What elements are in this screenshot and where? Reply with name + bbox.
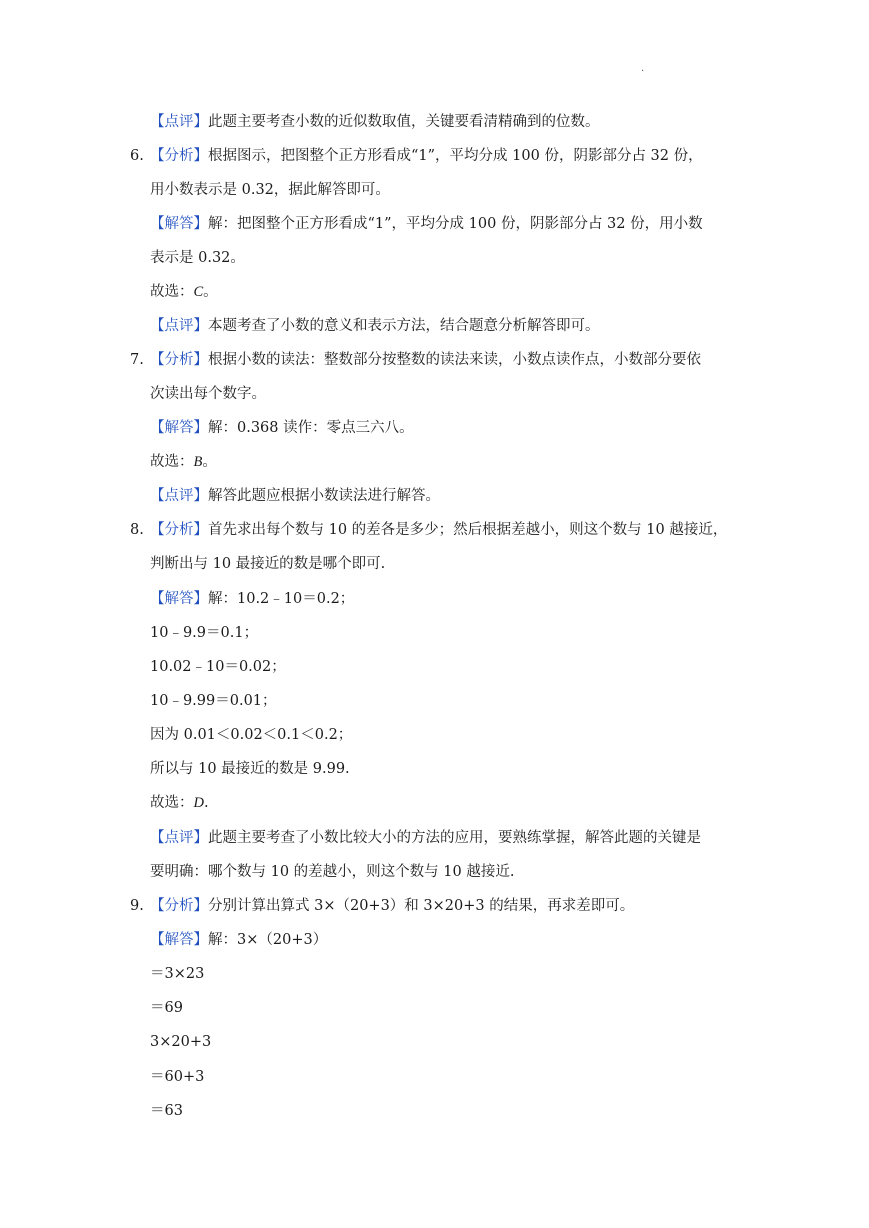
q8-answer-line-1: 解：10.2﹣10＝0.2； [208, 591, 355, 607]
analysis-tag: 【分析】 [150, 898, 208, 914]
answer-tag: 【解答】 [150, 420, 208, 436]
q9-step: ＝69 [150, 1000, 183, 1016]
q6-review-text: 本题考查了小数的意义和表示方法，结合题意分析解答即可。 [208, 318, 600, 334]
q8-choice [150, 793, 209, 813]
choice-suffix: 。 [203, 284, 218, 300]
q9-step: ＝3×23 [150, 966, 205, 982]
q8-analysis-line-2: 判断出与 10 最接近的数是哪个即可. [150, 556, 386, 572]
top-mark: · [641, 66, 645, 77]
q9-answer [150, 930, 327, 950]
q6-number: 6. [130, 148, 144, 164]
choice-prefix: 故选： [150, 795, 194, 811]
q7-analysis [150, 350, 701, 370]
q8-review [150, 828, 701, 848]
q6-answer [150, 214, 703, 234]
q8-step: 10﹣9.99＝0.01； [150, 693, 277, 709]
q6-review [150, 316, 600, 336]
q5-review-text: 此题主要考查小数的近似数取值，关键要看清精确到的位数。 [208, 114, 600, 130]
review-tag: 【点评】 [150, 488, 208, 504]
q8-review-line-1: 此题主要考查了小数比较大小的方法的应用，要熟练掌握，解答此题的关键是 [208, 830, 701, 846]
q8-answer [150, 589, 354, 609]
q8-analysis-line-1: 首先求出每个数与 10 的差各是多少；然后根据差越小，则这个数与 10 越接近， [208, 522, 728, 538]
q6-answer-line-2: 表示是 0.32。 [150, 250, 245, 266]
choice-prefix: 故选： [150, 284, 194, 300]
q7-number: 7. [130, 352, 144, 368]
q7-review [150, 486, 440, 506]
q9-analysis [150, 896, 634, 916]
q5-review [150, 112, 600, 132]
q7-answer-line-1: 解：0.368 读作：零点三六八。 [208, 420, 414, 436]
review-tag: 【点评】 [150, 114, 208, 130]
answer-tag: 【解答】 [150, 216, 208, 232]
choice-prefix: 故选： [150, 454, 194, 470]
choice-suffix: . [203, 795, 209, 811]
q7-analysis-line-2: 次读出每个数字。 [150, 386, 266, 402]
answer-tag: 【解答】 [150, 932, 208, 948]
q7-analysis-line-1: 根据小数的读法：整数部分按整数的读法来读，小数点读作点，小数部分要依 [208, 352, 701, 368]
q8-step: 10﹣9.9＝0.1； [150, 625, 259, 641]
q7-answer [150, 418, 414, 438]
q8-analysis [150, 520, 727, 540]
analysis-tag: 【分析】 [150, 352, 208, 368]
choice-letter: C [193, 284, 204, 300]
choice-suffix: 。 [202, 454, 217, 470]
analysis-tag: 【分析】 [150, 522, 208, 538]
q8-step: 所以与 10 最接近的数是 9.99. [150, 761, 350, 777]
choice-letter: D [193, 795, 204, 811]
q9-answer-line-1: 解：3×（20+3） [208, 932, 328, 948]
q8-number: 8. [130, 522, 144, 538]
q9-number: 9. [130, 898, 144, 914]
answer-tag: 【解答】 [150, 591, 208, 607]
choice-letter: B [193, 454, 203, 470]
q7-review-text: 解答此题应根据小数读法进行解答。 [208, 488, 440, 504]
q9-analysis-line-1: 分别计算出算式 3×（20+3）和 3×20+3 的结果，再求差即可。 [208, 898, 635, 914]
q8-step: 因为 0.01＜0.02＜0.1＜0.2； [150, 727, 353, 743]
q6-analysis-line-2: 用小数表示是 0.32，据此解答即可。 [150, 182, 390, 198]
q8-review-line-2: 要明确：哪个数与 10 的差越小，则这个数与 10 越接近. [150, 864, 515, 880]
analysis-tag: 【分析】 [150, 148, 208, 164]
q6-answer-line-1: 解：把图整个正方形看成“1”，平均分成 100 份，阴影部分占 32 份，用小数 [208, 216, 703, 232]
review-tag: 【点评】 [150, 830, 208, 846]
q6-analysis-line-1: 根据图示，把图整个正方形看成“1”，平均分成 100 份，阴影部分占 32 份， [208, 148, 703, 164]
q9-step: ＝60+3 [150, 1069, 205, 1085]
q6-analysis [150, 146, 703, 166]
q7-choice [150, 452, 217, 472]
review-tag: 【点评】 [150, 318, 208, 334]
q6-choice [150, 282, 218, 302]
q9-step: 3×20+3 [150, 1034, 212, 1050]
q9-step: ＝63 [150, 1103, 183, 1119]
q8-step: 10.02﹣10＝0.02； [150, 659, 286, 675]
